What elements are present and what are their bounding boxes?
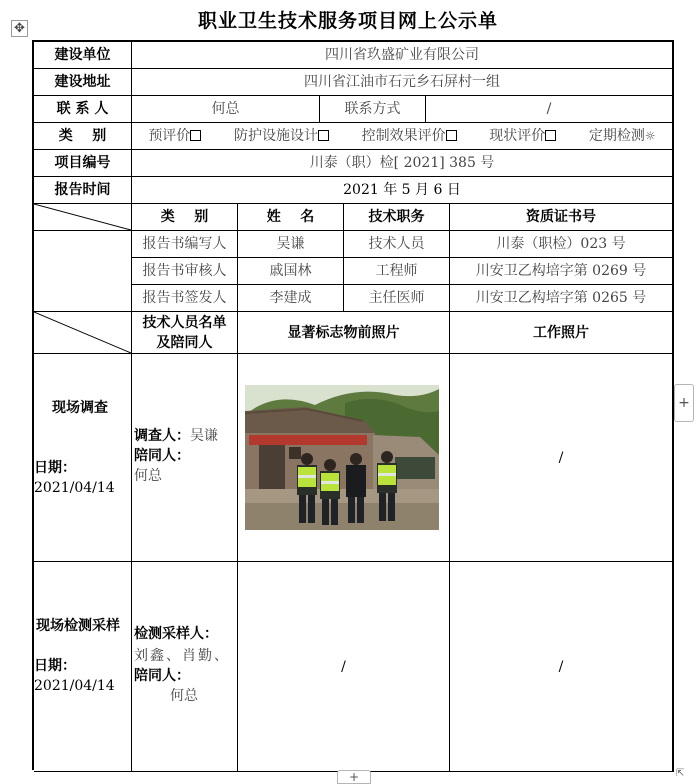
staff-role: 报告书编写人 [132, 231, 238, 258]
sampling-label-cell [34, 562, 132, 772]
sampling-samplers: 刘鑫、肖勤、 [134, 648, 230, 664]
survey-investigator: 调查人：吴谦 [134, 428, 218, 444]
report-time-label: 报告时间 [34, 177, 132, 204]
staff-header-title: 技术职务 [344, 204, 450, 231]
page-title: 职业卫生技术服务项目网上公示单 [197, 10, 498, 32]
project-no-label: 项目编号 [34, 150, 132, 177]
sampling-companion-label: 陪同人： [134, 668, 190, 684]
address-value: 四川省江油市石元乡石屏村一组 [132, 69, 674, 96]
sampling-date-label: 日期： [34, 658, 76, 674]
staff-title: 主任医师 [344, 285, 450, 312]
staff-cert: 川泰（职检）023 号 [450, 231, 674, 258]
diagonal-header-cell [34, 312, 132, 354]
survey-companion-label: 陪同人： [134, 448, 190, 464]
staff-role: 报告书签发人 [132, 285, 238, 312]
survey-date: 2021/04/14 [34, 480, 115, 496]
category-option[interactable]: 现状评价 [489, 126, 564, 146]
survey-label-cell [34, 354, 132, 562]
staff-name: 李建成 [238, 285, 344, 312]
sampling-sampler-label: 检测采样人： [134, 626, 218, 642]
contact-method-label: 联系方式 [320, 96, 426, 123]
staff-cert: 川安卫乙构培字第 0269 号 [450, 258, 674, 285]
category-option[interactable]: 防护设施设计 [234, 126, 337, 146]
staff-title: 技术人员 [344, 231, 450, 258]
staff-role: 报告书审核人 [132, 258, 238, 285]
category-options [132, 123, 674, 150]
staff-header-name: 姓 名 [238, 204, 344, 231]
survey-companion: 何总 [134, 468, 162, 484]
sampling-staff-cell [132, 562, 238, 772]
photo-header-staff: 技术人员名单及陪同人 [132, 312, 238, 354]
survey-staff-cell [132, 354, 238, 562]
project-no-value: 川泰（职）检[ 2021] 385 号 [132, 150, 674, 177]
table-move-handle-icon[interactable]: ✥ [11, 20, 28, 37]
category-label: 类 别 [34, 123, 132, 150]
survey-label: 现场调查 [52, 400, 108, 416]
add-row-button[interactable]: + [337, 770, 371, 784]
sampling-sign-photo-value: / [341, 658, 346, 675]
staff-title: 工程师 [344, 258, 450, 285]
survey-work-photo-cell [450, 354, 674, 562]
unit-value: 四川省玖盛矿业有限公司 [132, 42, 674, 69]
staff-name: 戚国林 [238, 258, 344, 285]
unit-label: 建设单位 [34, 42, 132, 69]
staff-header-cert: 资质证书号 [450, 204, 674, 231]
checkbox-icon[interactable] [446, 130, 457, 141]
report-time-value: 2021 年 5 月 6 日 [132, 177, 674, 204]
sampling-sign-photo-cell [238, 562, 450, 772]
checkbox-icon[interactable] [545, 130, 556, 141]
category-option[interactable]: 控制效果评价 [362, 126, 465, 146]
sampling-date: 2021/04/14 [34, 678, 115, 694]
survey-date-label: 日期： [34, 460, 76, 476]
survey-work-photo-value: / [558, 449, 564, 466]
checkbox-icon[interactable] [190, 130, 201, 141]
contact-value: 何总 [132, 96, 320, 123]
contact-label: 联 系 人 [34, 96, 132, 123]
staff-cert: 川安卫乙构培字第 0265 号 [450, 285, 674, 312]
table-resize-handle-icon[interactable]: ⇱ [676, 768, 685, 779]
diagonal-header-cell [34, 204, 132, 231]
sampling-work-photo-value: / [558, 658, 564, 675]
site-photo[interactable] [245, 385, 439, 530]
contact-method-value: / [426, 96, 674, 123]
sampling-label: 现场检测采样 [36, 618, 120, 634]
sampling-companion: 何总 [170, 688, 198, 704]
sampling-work-photo-cell [450, 562, 674, 772]
photo-header-work: 工作照片 [450, 312, 674, 354]
staff-header-role: 类 别 [132, 204, 238, 231]
checked-sun-icon[interactable]: ☼ [644, 129, 656, 143]
add-column-button[interactable]: + [674, 384, 694, 422]
category-option[interactable]: 定期检测☼ [588, 128, 656, 144]
category-option[interactable]: 预评价 [148, 126, 209, 146]
address-label: 建设地址 [34, 69, 132, 96]
checkbox-icon[interactable] [318, 130, 329, 141]
staff-name: 吴谦 [238, 231, 344, 258]
photo-header-sign: 显著标志物前照片 [238, 312, 450, 354]
staff-merged-cell [34, 231, 132, 312]
